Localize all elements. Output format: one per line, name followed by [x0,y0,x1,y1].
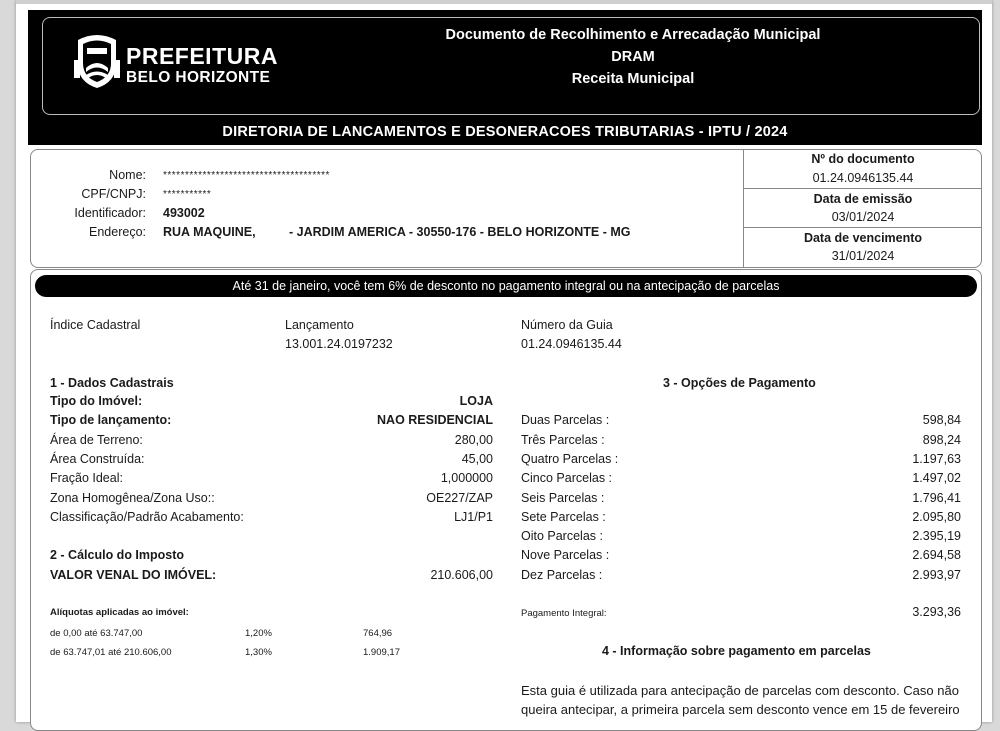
emissao-label: Data de emissão [813,192,913,206]
endereco-district-city: - JARDIM AMERICA - 30550-176 - BELO HORIZONTE - MG [289,225,631,239]
endereco-street: RUA MAQUINE, [163,225,256,239]
guia-value: 01.24.0946135.44 [521,337,622,351]
indice-cadastral-label: Índice Cadastral [50,318,141,332]
vencimento-label: Data de vencimento [803,231,923,245]
parcela-label: Três Parcelas : [521,433,605,447]
parcela-value: 2.095,80 [912,510,961,524]
parcela-label: Oito Parcelas : [521,529,603,543]
aliquota-value: 1.909,17 [363,647,400,658]
cadastral-row-label: Tipo de lançamento: [50,413,172,427]
aliquotas-title: Alíquotas aplicadas ao imóvel: [50,607,189,618]
document-header [28,10,982,145]
guia-label: Número da Guia [521,318,613,332]
parcela-label: Cinco Parcelas : [521,471,613,485]
cadastral-row-value: NAO RESIDENCIAL [377,413,493,427]
cadastral-row-value: LJ1/P1 [454,510,493,524]
identificador-label: Identificador: [74,206,146,220]
cadastral-row-label: Fração Ideal: [50,471,123,485]
parcela-label: Dez Parcelas : [521,568,603,582]
cadastral-row-value: 45,00 [461,452,493,466]
section-1-title: 1 - Dados Cadastrais [50,376,174,390]
emissao-value: 03/01/2024 [831,210,895,224]
valor-venal-label: VALOR VENAL DO IMÓVEL: [50,568,217,582]
brand-city: BELO HORIZONTE [126,69,271,86]
document-subtitle: Receita Municipal [571,71,695,87]
doc-number-value: 01.24.0946135.44 [812,171,914,185]
pagamento-integral-value: 3.293,36 [912,605,961,619]
cpf-label: CPF/CNPJ: [81,187,146,201]
parcela-label: Duas Parcelas : [521,413,610,427]
parcela-value: 598,84 [922,413,961,427]
cpf-value: *********** [163,189,212,200]
city-coat-of-arms-logo [72,30,122,90]
document-numbers-panel [743,150,982,267]
lancamento-value: 13.001.24.0197232 [285,337,393,351]
parcela-label: Sete Parcelas : [521,510,606,524]
parcela-value: 2.694,58 [912,548,961,562]
document-page [16,0,992,722]
aliquota-range: de 0,00 até 63.747,00 [50,628,143,639]
parcela-value: 898,24 [922,433,961,447]
parcela-value: 2.395,19 [912,529,961,543]
document-title: Documento de Recolhimento e Arrecadação Municipal [445,27,821,43]
cadastral-row-value: 280,00 [454,433,493,447]
parcela-value: 1.497,02 [912,471,961,485]
parcela-value: 2.993,97 [912,568,961,582]
aliquota-rate: 1,20% [245,628,272,639]
cadastral-row-value: LOJA [459,394,493,408]
discount-notice-banner: Até 31 de janeiro, você tem 6% de desconto no pagamento integral ou na antecipação de parcelas [35,275,977,297]
section-2-title: 2 - Cálculo do Imposto [50,548,185,562]
valor-venal-value: 210.606,00 [430,568,493,582]
parcela-label: Quatro Parcelas : [521,452,619,466]
nome-label: Nome: [109,168,146,182]
section-4-title: 4 - Informação sobre pagamento em parcelas [602,644,871,658]
directorate-title: DIRETORIA DE LANCAMENTOS E DESONERACOES TRIBUTARIAS - IPTU / 2024 [222,124,788,140]
parcela-value: 1.197,63 [912,452,961,466]
vencimento-value: 31/01/2024 [831,249,895,263]
brand-name: PREFEITURA [126,43,278,69]
cadastral-row-label: Área Construída: [50,452,145,466]
nome-value: ************************************** [163,170,330,181]
cadastral-row-label: Zona Homogênea/Zona Uso:: [50,491,215,505]
aliquota-range: de 63.747,01 até 210.606,00 [50,647,172,658]
aliquota-value: 764,96 [363,628,393,639]
doc-panel-divider [744,227,982,228]
cadastral-row-label: Classificação/Padrão Acabamento: [50,510,244,524]
parcelas-info-text: Esta guia é utilizada para antecipação de parcelas com desconto. Caso não queira antecipar, a primeira parcela sem desconto vence em 15 de fevereiro [521,683,960,717]
cadastral-row-value: 1,000000 [440,471,493,485]
parcela-value: 1.796,41 [912,491,961,505]
taxpayer-info-box [30,149,982,268]
endereco-label: Endereço: [89,225,146,239]
aliquota-rate: 1,30% [245,647,272,658]
document-code: DRAM [611,49,655,65]
cadastral-row-value: OE227/ZAP [426,491,493,505]
cadastral-row-label: Tipo do Imóvel: [50,394,143,408]
section-3-title: 3 - Opções de Pagamento [663,376,816,390]
doc-number-label: Nº do documento [811,152,915,166]
parcela-label: Nove Parcelas : [521,548,610,562]
cadastral-row-label: Área de Terreno: [50,433,143,447]
iptu-details-box [30,269,982,731]
parcela-label: Seis Parcelas : [521,491,605,505]
lancamento-label: Lançamento [285,318,354,332]
doc-panel-divider [744,188,982,189]
pagamento-integral-label: Pagamento Integral: [521,608,607,619]
identificador-value: 493002 [163,206,205,220]
